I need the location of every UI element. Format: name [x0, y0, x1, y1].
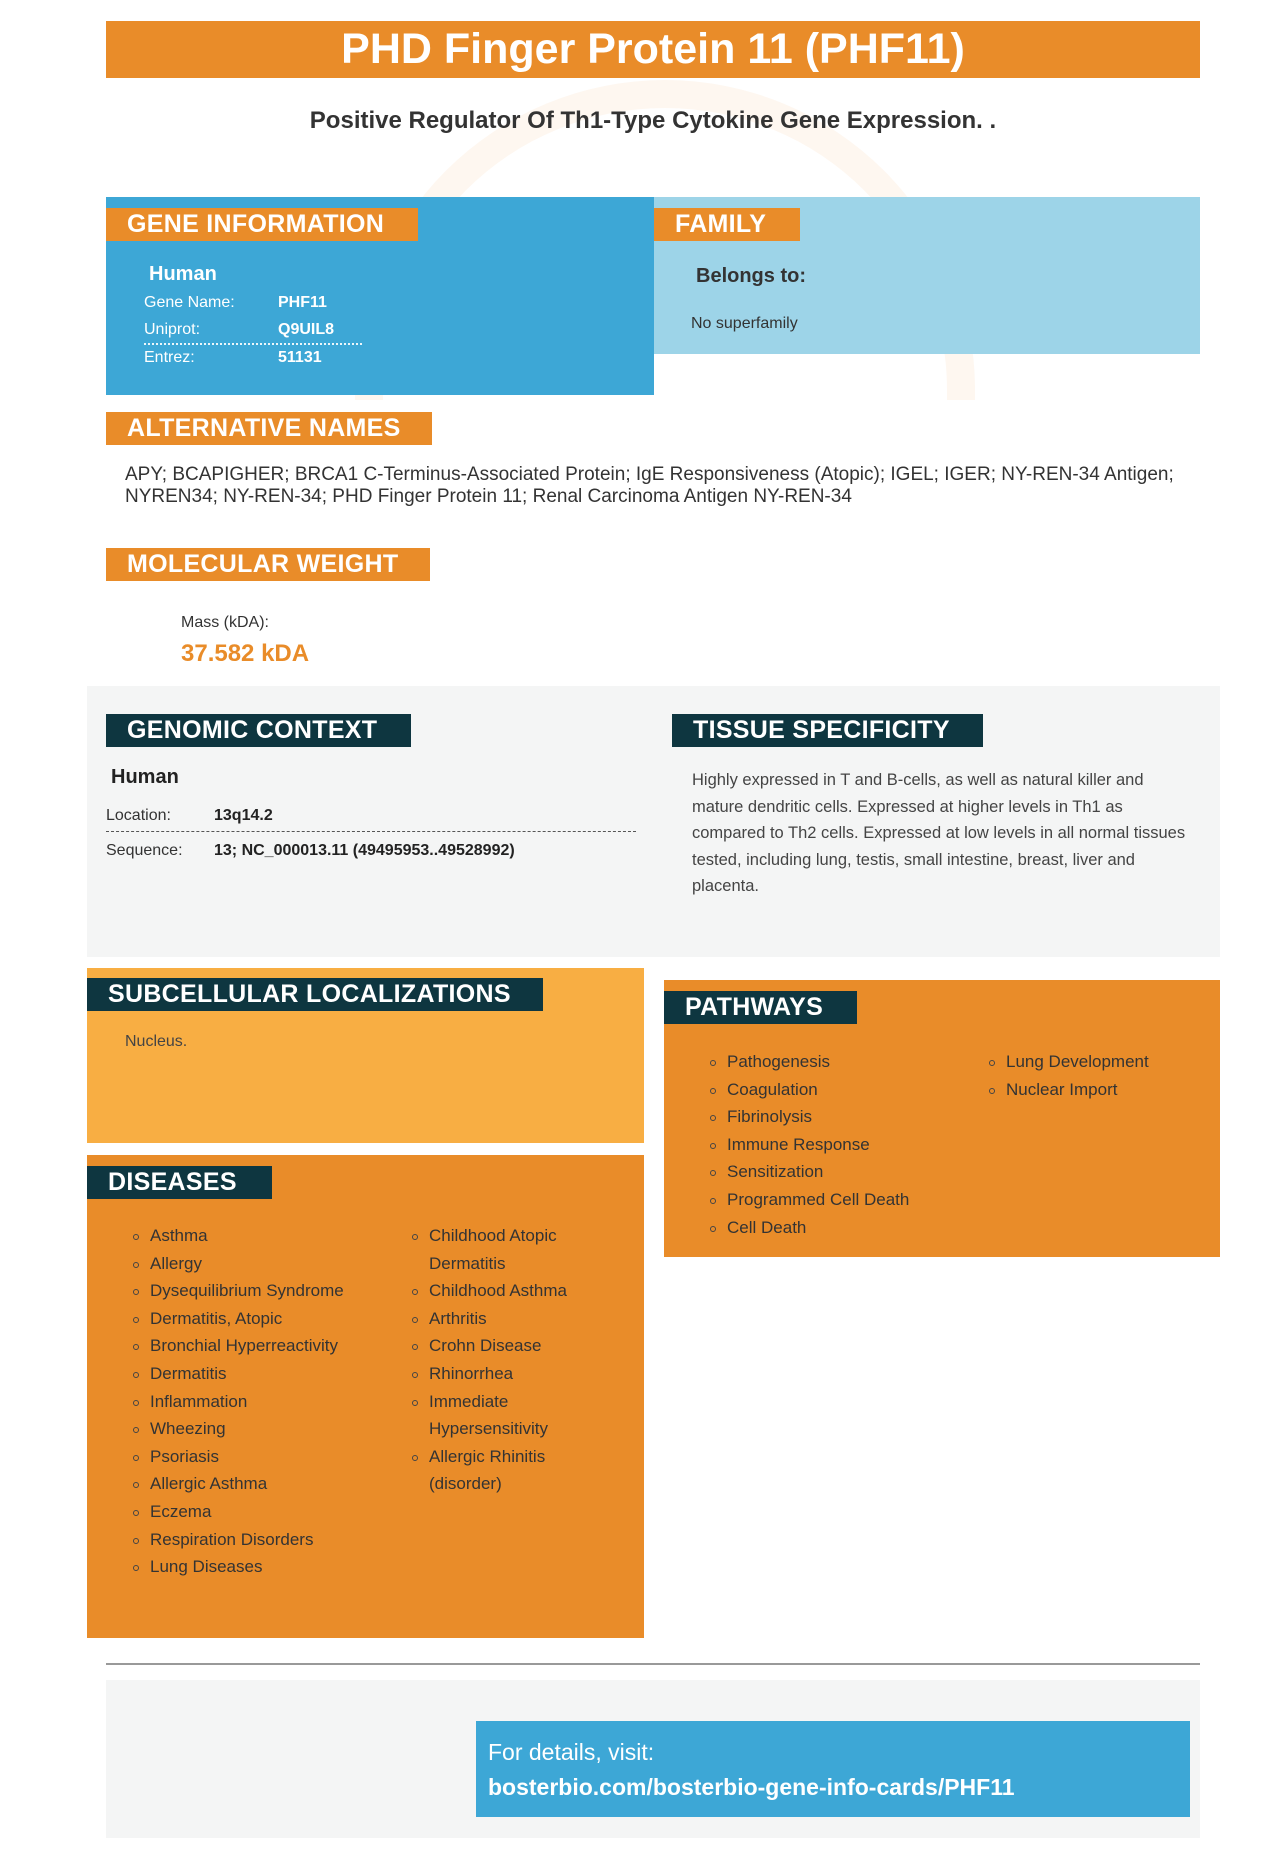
- entrez-row: [144, 346, 362, 373]
- list-item: Allergic Rhinitis (disorder): [410, 1443, 610, 1498]
- list-item: Asthma: [131, 1222, 371, 1250]
- family-panel: [654, 197, 1200, 354]
- gene-name-value: PHF11: [278, 294, 327, 311]
- list-item: Allergy: [131, 1250, 371, 1278]
- list-item: Coagulation: [708, 1076, 958, 1104]
- entrez-key: Entrez:: [144, 349, 195, 366]
- alternative-names-text: APY; BCAPIGHER; BRCA1 C-Terminus-Associated Protein; IgE Responsiveness (Atopic); IGEL; IGER; NY-REN-34 Antigen; NYREN34; NY-REN-34; PHD Finger Protein 11; Renal Carcinoma Antigen NY-REN-34: [125, 464, 1174, 507]
- list-item: Respiration Disorders: [131, 1526, 371, 1554]
- footer-divider: [106, 1663, 1200, 1665]
- entrez-value: 51131: [278, 349, 322, 366]
- tissue-specificity-text: Highly expressed in T and B-cells, as well as natural killer and mature dendritic cells. Expressed at higher levels in Th1 as compared to Th2 cells. Expressed at low levels in all normal tissues tested, including lung, testis, small intestine, breast, liver and placenta.: [692, 771, 1186, 895]
- list-item: Dermatitis, Atopic: [131, 1305, 371, 1333]
- gene-name-row: [144, 291, 362, 318]
- diseases-list-col1: [131, 1222, 371, 1581]
- list-item: Pathogenesis: [708, 1048, 958, 1076]
- diseases-list-col2: [410, 1222, 610, 1498]
- list-item: Eczema: [131, 1498, 371, 1526]
- list-item: Rhinorrhea: [410, 1360, 610, 1388]
- location-row: [106, 800, 636, 832]
- pathways-label: PATHWAYS: [664, 991, 857, 1024]
- list-item: Fibrinolysis: [708, 1103, 958, 1131]
- list-item: Cell Death: [708, 1214, 958, 1242]
- uniprot-value: Q9UIL8: [278, 321, 335, 338]
- location-value: 13q14.2: [214, 807, 273, 824]
- list-item: Dysequilibrium Syndrome: [131, 1277, 371, 1305]
- sequence-row: [106, 835, 636, 867]
- subcellular-text: Nucleus.: [125, 1033, 188, 1050]
- list-item: Childhood Asthma: [410, 1277, 610, 1305]
- list-item: Allergic Asthma: [131, 1470, 371, 1498]
- list-item: Arthritis: [410, 1305, 610, 1333]
- mass-label: Mass (kDA):: [181, 614, 269, 631]
- list-item: Sensitization: [708, 1158, 958, 1186]
- list-item: Psoriasis: [131, 1443, 371, 1471]
- subcellular-label: SUBCELLULAR LOCALIZATIONS: [87, 978, 543, 1011]
- details-caption: For details, visit:: [488, 1739, 655, 1765]
- pathways-list-col1: [708, 1048, 958, 1241]
- uniprot-row: [144, 318, 362, 345]
- list-item: Dermatitis: [131, 1360, 371, 1388]
- list-item: Immediate Hypersensitivity: [410, 1388, 610, 1443]
- details-url-link[interactable]: bosterbio.com/bosterbio-gene-info-cards/PHF11: [488, 1774, 1015, 1800]
- family-label: FAMILY: [654, 208, 800, 241]
- sequence-value: 13; NC_000013.11 (49495953..49528992): [214, 842, 515, 859]
- list-item: Lung Development: [987, 1048, 1187, 1076]
- gene-information-panel: [106, 197, 654, 395]
- uniprot-key: Uniprot:: [144, 321, 201, 338]
- list-item: Childhood Atopic Dermatitis: [410, 1222, 610, 1277]
- list-item: Immune Response: [708, 1131, 958, 1159]
- details-link-box[interactable]: [476, 1721, 1190, 1817]
- family-value: No superfamily: [691, 315, 798, 332]
- list-item: Crohn Disease: [410, 1332, 610, 1360]
- gene-information-label: GENE INFORMATION: [106, 208, 418, 241]
- page-subtitle: Positive Regulator Of Th1-Type Cytokine Gene Expression. .: [309, 107, 997, 134]
- list-item: Lung Diseases: [131, 1553, 371, 1581]
- diseases-label: DISEASES: [87, 1166, 272, 1199]
- mass-value: 37.582 kDA: [181, 640, 310, 667]
- list-item: Nuclear Import: [987, 1076, 1187, 1104]
- gene-species: Human: [149, 263, 217, 285]
- alternative-names-label: ALTERNATIVE NAMES: [106, 412, 432, 445]
- tissue-specificity-label: TISSUE SPECIFICITY: [672, 714, 983, 747]
- family-belongs-to: Belongs to:: [696, 265, 806, 287]
- pathways-list-col2: [987, 1048, 1187, 1103]
- genomic-context-label: GENOMIC CONTEXT: [106, 714, 411, 747]
- list-item: Inflammation: [131, 1388, 371, 1416]
- location-key: Location:: [106, 807, 171, 824]
- sequence-key: Sequence:: [106, 842, 183, 859]
- gene-name-key: Gene Name:: [144, 294, 235, 311]
- list-item: Programmed Cell Death: [708, 1186, 958, 1214]
- genomic-species: Human: [111, 766, 179, 788]
- list-item: Wheezing: [131, 1415, 371, 1443]
- molecular-weight-label: MOLECULAR WEIGHT: [106, 548, 430, 581]
- page-title: PHD Finger Protein 11 (PHF11): [106, 21, 1200, 78]
- list-item: Bronchial Hyperreactivity: [131, 1332, 371, 1360]
